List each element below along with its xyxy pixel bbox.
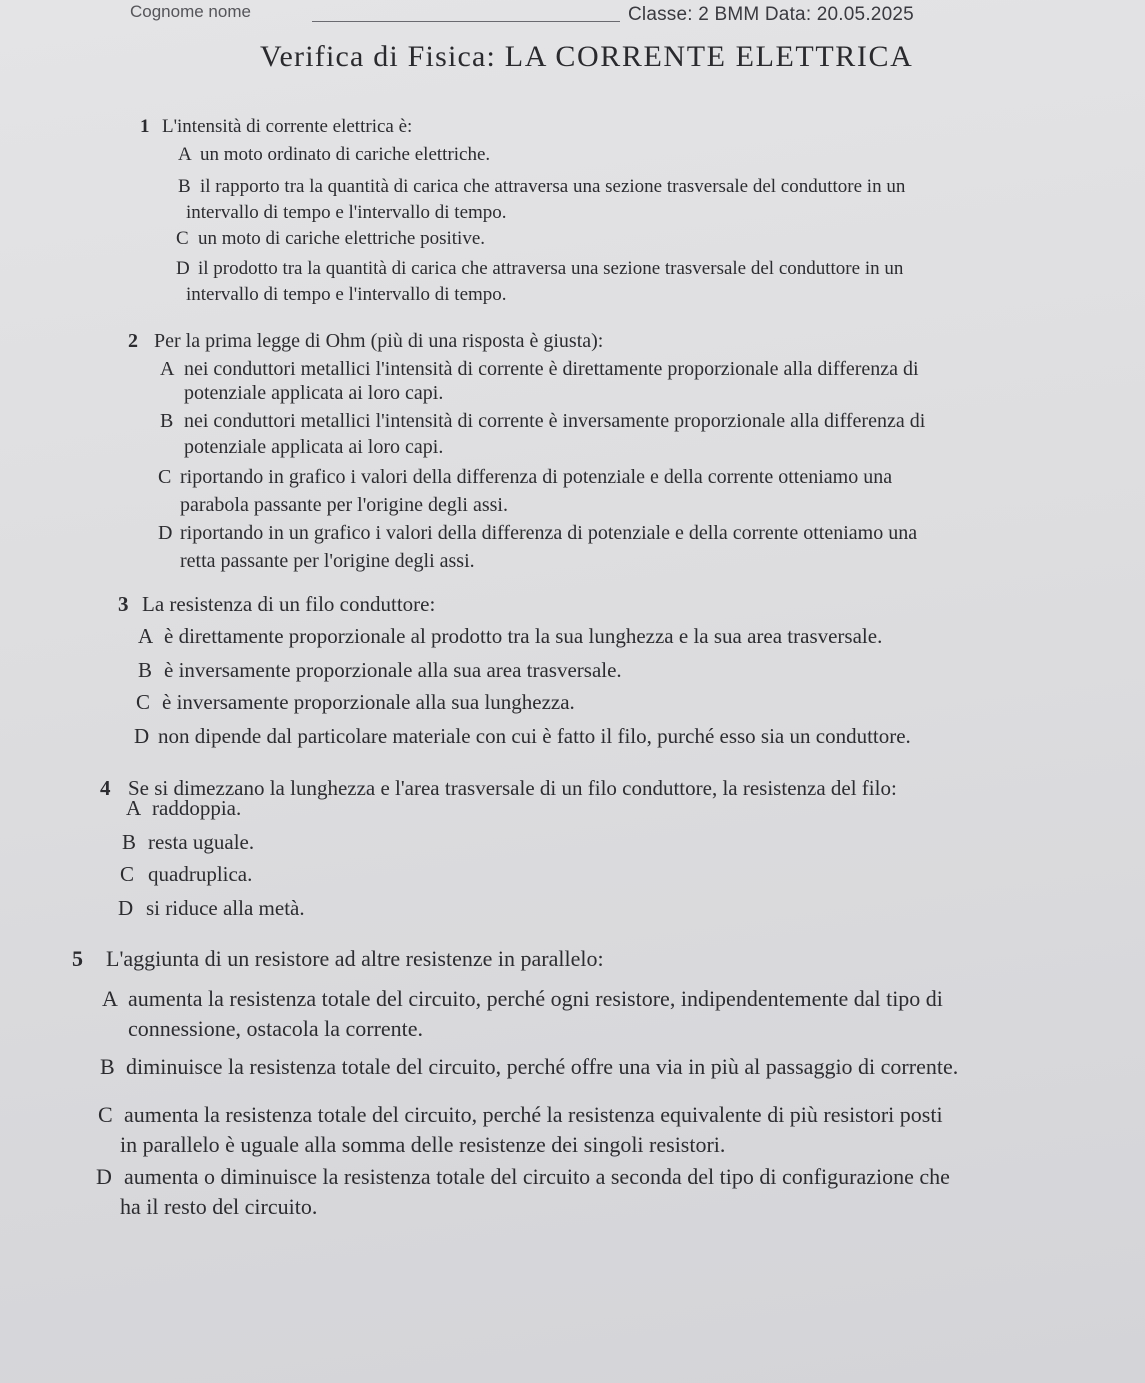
- option-letter: B: [160, 410, 174, 432]
- question-number: 5: [72, 946, 83, 971]
- option-letter: C: [120, 862, 135, 886]
- option-letter: D: [176, 258, 190, 279]
- option-letter: B: [100, 1054, 115, 1079]
- option-letter: B: [178, 176, 191, 197]
- option-letter: D: [118, 896, 134, 920]
- option-text-cont: ha il resto del circuito.: [120, 1194, 318, 1219]
- option-letter: D: [134, 724, 150, 748]
- option-letter: D: [96, 1164, 112, 1189]
- option-text: il prodotto tra la quantità di carica che attraversa una sezione trasversale del conduttore in un: [198, 258, 904, 279]
- option-text: si riduce alla metà.: [146, 896, 305, 920]
- option-text: il rapporto tra la quantità di carica che attraversa una sezione trasversale del conduttore in un: [200, 176, 906, 197]
- option-text: è direttamente proporzionale al prodotto tra la sua lunghezza e la sua area trasversale.: [164, 624, 883, 648]
- name-blank-line: [312, 21, 620, 22]
- title-prefix: Verifica di Fisica:: [260, 40, 497, 73]
- question-stem: Per la prima legge di Ohm (più di una risposta è giusta):: [154, 330, 604, 352]
- option-letter: C: [136, 690, 151, 714]
- option-text: è inversamente proporzionale alla sua lunghezza.: [162, 690, 575, 714]
- option-letter: C: [176, 228, 189, 249]
- question-number: 2: [128, 330, 138, 352]
- question-number: 1: [140, 116, 150, 137]
- option-letter: A: [126, 796, 142, 820]
- question-stem: Se si dimezzano la lunghezza e l'area trasversale di un filo conduttore, la resistenza del filo:: [128, 776, 897, 800]
- option-letter: A: [102, 986, 118, 1011]
- option-letter: B: [122, 830, 137, 854]
- option-text-cont: connessione, ostacola la corrente.: [128, 1016, 424, 1041]
- option-text: è inversamente proporzionale alla sua area trasversale.: [164, 658, 622, 682]
- option-text: quadruplica.: [148, 862, 253, 886]
- option-text-cont: parabola passante per l'origine degli assi.: [180, 494, 508, 516]
- question-stem: L'intensità di corrente elettrica è:: [162, 116, 413, 137]
- title-main: LA CORRENTE ELETTRICA: [504, 40, 914, 73]
- option-text-cont: intervallo di tempo e l'intervallo di tempo.: [186, 202, 507, 223]
- option-text-cont: potenziale applicata ai loro capi.: [184, 436, 444, 458]
- option-text: un moto ordinato di cariche elettriche.: [200, 144, 491, 165]
- question-stem: La resistenza di un filo conduttore:: [142, 592, 436, 616]
- option-text-cont: potenziale applicata ai loro capi.: [184, 382, 444, 404]
- option-letter: C: [158, 466, 172, 488]
- option-text: nei conduttori metallici l'intensità di corrente è inversamente proporzionale alla differenza di: [184, 410, 926, 432]
- option-text: non dipende dal particolare materiale con cui è fatto il filo, purché esso sia un conduttore.: [158, 724, 911, 748]
- class-date: Classe: 2 BMM Data: 20.05.2025: [628, 4, 914, 25]
- option-letter: A: [178, 144, 192, 165]
- option-letter: A: [138, 624, 154, 648]
- option-text: riportando in un grafico i valori della differenza di potenziale e della corrente otteniamo una: [180, 522, 918, 544]
- option-letter: A: [160, 358, 175, 380]
- option-text: riportando in grafico i valori della differenza di potenziale e della corrente otteniamo una: [180, 466, 893, 488]
- option-letter: D: [158, 522, 173, 544]
- option-text: diminuisce la resistenza totale del circuito, perché offre una via in più al passaggio di corrente.: [126, 1054, 959, 1079]
- option-text: raddoppia.: [152, 796, 242, 820]
- page-title: [260, 40, 913, 74]
- question-number: 3: [118, 592, 129, 616]
- option-text: un moto di cariche elettriche positive.: [198, 228, 486, 249]
- option-text: aumenta o diminuisce la resistenza totale del circuito a seconda del tipo di configurazione che: [124, 1164, 950, 1189]
- option-text: resta uguale.: [148, 830, 255, 854]
- option-text-cont: intervallo di tempo e l'intervallo di tempo.: [186, 284, 507, 305]
- question-number: 4: [100, 776, 111, 800]
- question-stem: L'aggiunta di un resistore ad altre resistenze in parallelo:: [106, 946, 604, 971]
- option-text-cont: in parallelo è uguale alla somma delle resistenze dei singoli resistori.: [120, 1132, 726, 1157]
- option-text: nei conduttori metallici l'intensità di corrente è direttamente proporzionale alla differenza di: [184, 358, 919, 380]
- option-text: aumenta la resistenza totale del circuito, perché la resistenza equivalente di più resistori posti: [124, 1102, 943, 1127]
- option-text-cont: retta passante per l'origine degli assi.: [180, 550, 475, 572]
- option-letter: B: [138, 658, 153, 682]
- name-label: Cognome nome: [130, 2, 251, 21]
- option-text: aumenta la resistenza totale del circuito, perché ogni resistore, indipendentemente dal tipo di: [128, 986, 943, 1011]
- option-letter: C: [98, 1102, 113, 1127]
